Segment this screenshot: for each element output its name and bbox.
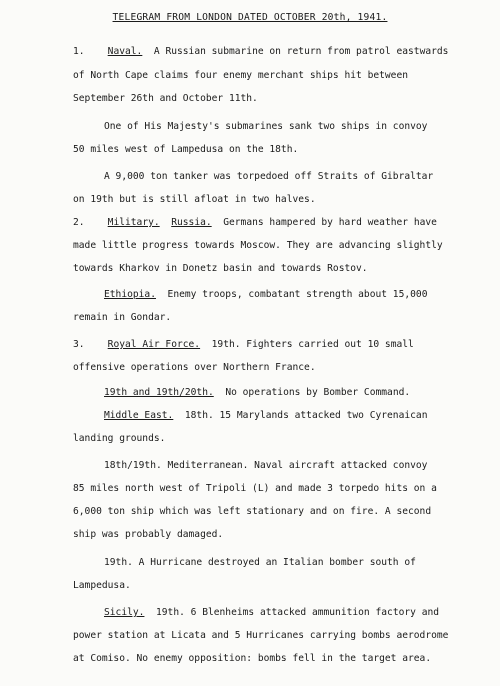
text-line: remain in Gondar. <box>73 312 172 323</box>
text-line: Lampedusa. <box>73 580 131 591</box>
section-number: 1. <box>73 46 85 57</box>
section-heading-naval: Naval. <box>107 46 143 57</box>
text-line: 85 miles north west of Tripoli (L) and made 3 torpedo hits on a <box>73 483 437 494</box>
middle-east-line <box>104 411 427 421</box>
subheading-ethiopia: Ethiopia. <box>104 289 156 300</box>
ethiopia-line <box>104 290 427 300</box>
text-line: landing grounds. <box>73 433 166 444</box>
document-title: TELEGRAM FROM LONDON DATED OCTOBER 20th, 1941. <box>112 12 388 23</box>
text-line: at Comiso. No enemy opposition: bombs fell in the target area. <box>73 653 432 664</box>
section-number: 2. <box>73 217 85 228</box>
bomber-command-line <box>104 388 410 398</box>
text-line: 19th. A Hurricane destroyed an Italian bomber south of <box>104 557 416 568</box>
text-line: A 9,000 ton tanker was torpedoed off Straits of Gibraltar <box>104 171 434 182</box>
text-line: offensive operations over Northern France. <box>73 362 316 373</box>
subheading-russia: Russia. <box>171 217 212 228</box>
section-3-first-line <box>73 340 414 350</box>
text-line: No operations by Bomber Command. <box>225 387 411 398</box>
section-heading-raf: Royal Air Force. <box>107 339 201 350</box>
section-2-first-line <box>73 218 437 228</box>
text-line: ship was probably damaged. <box>73 529 224 540</box>
subheading-sicily: Sicily. <box>104 607 145 618</box>
text-line: A Russian submarine on return from patrol eastwards <box>153 46 449 57</box>
text-line: 19th. Fighters carried out 10 small <box>211 339 414 350</box>
section-1-first-line <box>73 47 448 57</box>
text-line: 50 miles west of Lampedusa on the 18th. <box>73 144 299 155</box>
text-line: September 26th and October 11th. <box>73 93 258 104</box>
subheading-middle-east: Middle East. <box>104 410 174 421</box>
section-number: 3. <box>73 339 85 350</box>
text-line: 18th. 15 Marylands attacked two Cyrenaican <box>184 410 428 421</box>
subheading-dates: 19th and 19th/20th. <box>104 387 214 398</box>
text-line: Germans hampered by hard weather have <box>223 217 437 228</box>
text-line: Enemy troops, combatant strength about 15,000 <box>167 289 428 300</box>
section-heading-military: Military. <box>107 217 160 228</box>
text-line: 19th. 6 Blenheims attacked ammunition factory and <box>156 607 440 618</box>
text-line: One of His Majesty's submarines sank two ships in convoy <box>104 121 428 132</box>
text-line: made little progress towards Moscow. They are advancing slightly <box>73 240 443 251</box>
text-line: 6,000 ton ship which was left stationary and on fire. A second <box>73 506 432 517</box>
sicily-line <box>104 608 439 618</box>
text-line: of North Cape claims four enemy merchant ships hit between <box>73 70 409 81</box>
text-line: power station at Licata and 5 Hurricanes carrying bombs aerodrome <box>73 630 449 641</box>
text-line: 18th/19th. Mediterranean. Naval aircraft attacked convoy <box>104 460 428 471</box>
text-line: on 19th but is still afloat in two halves. <box>73 194 316 205</box>
text-line: towards Kharkov in Donetz basin and towards Rostov. <box>73 263 368 274</box>
